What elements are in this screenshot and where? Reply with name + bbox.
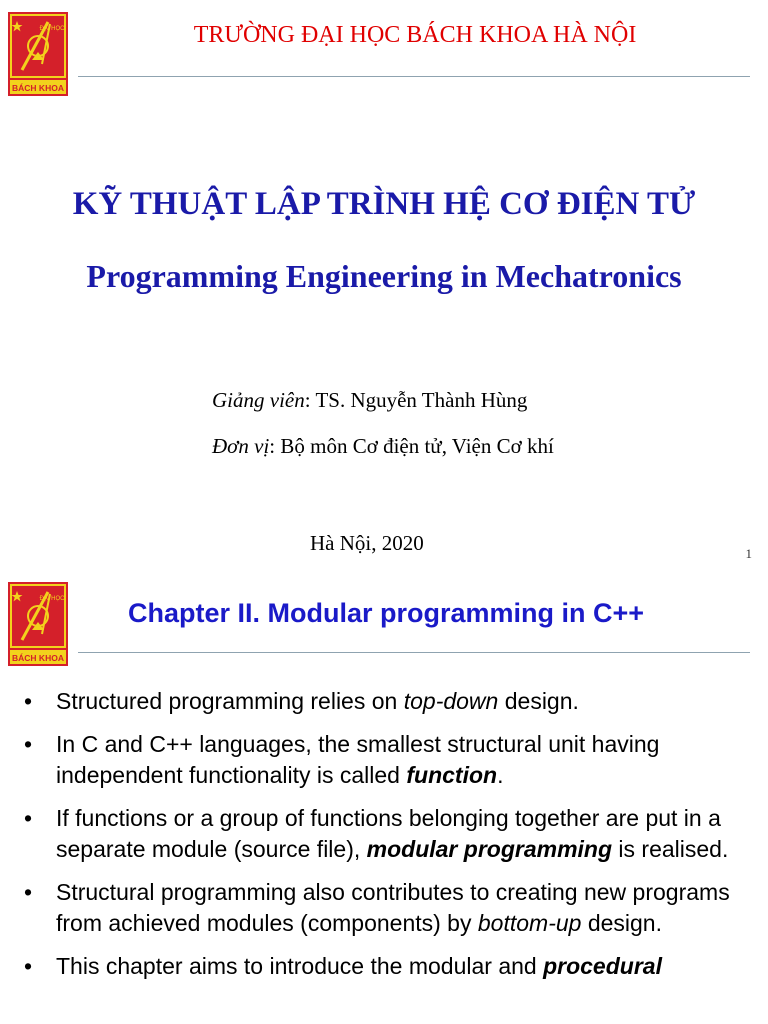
logo-bottom-text: BÁCH KHOA (12, 653, 64, 663)
emphasis: function (406, 762, 498, 788)
page-number: 1 (745, 546, 752, 561)
bullet-glyph: • (24, 879, 33, 905)
bullet-item: • Structured programming relies on top-down design. (22, 686, 744, 717)
bullet-glyph: • (24, 731, 33, 757)
course-title-vn: KỸ THUẬT LẬP TRÌNH HỆ CƠ ĐIỆN TỬ (72, 186, 696, 222)
header-rule (78, 652, 750, 653)
emphasis: modular programming (366, 836, 613, 862)
bullet-item: • If functions or a group of functions belonging together are put in a separate module (source file), modular programming is realised. (24, 805, 729, 862)
unit-line (212, 434, 554, 459)
place-date: Hà Nội, 2020 (310, 531, 424, 555)
lecturer-line (212, 388, 527, 413)
bullet-list (22, 686, 744, 994)
unit-label: Đơn vị (212, 434, 270, 458)
logo-top-text: ĐẠI HỌC (39, 596, 65, 602)
lecturer-label: Giảng viên (212, 388, 305, 412)
logo-top-text: ĐẠI HỌC (39, 26, 65, 32)
chapter-title: Chapter II. Modular programming in C++ (128, 598, 645, 628)
emphasis: procedural (543, 953, 662, 979)
logo-bottom-text: BÁCH KHOA (12, 83, 64, 93)
lecturer-value: : TS. Nguyễn Thành Hùng (304, 388, 528, 412)
emphasis: top-down (403, 688, 499, 714)
hust-logo (8, 582, 68, 662)
hust-logo-graphic (8, 582, 68, 666)
hust-logo-graphic (8, 12, 68, 96)
hust-logo (8, 12, 68, 92)
bullet-glyph: • (24, 805, 33, 831)
bullet-item: • Structural programming also contributes to creating new programs from achieved modules (components) by bottom-up design. (24, 879, 730, 936)
course-title-en: Programming Engineering in Mechatronics (86, 258, 682, 294)
bullet-item: • This chapter aims to introduce the modular and procedural (22, 951, 744, 982)
unit-value: : Bộ môn Cơ điện tử, Viện Cơ khí (269, 434, 554, 458)
bullet-item: • In C and C++ languages, the smallest structural unit having independent functionality is called function. (24, 731, 660, 788)
bullet-glyph: • (24, 688, 33, 714)
chapter-slide (0, 576, 768, 1024)
header-rule (78, 76, 750, 77)
emphasis: bottom-up (477, 910, 582, 936)
bullet-glyph: • (24, 953, 33, 979)
university-name: TRƯỜNG ĐẠI HỌC BÁCH KHOA HÀ NỘI (193, 22, 637, 48)
